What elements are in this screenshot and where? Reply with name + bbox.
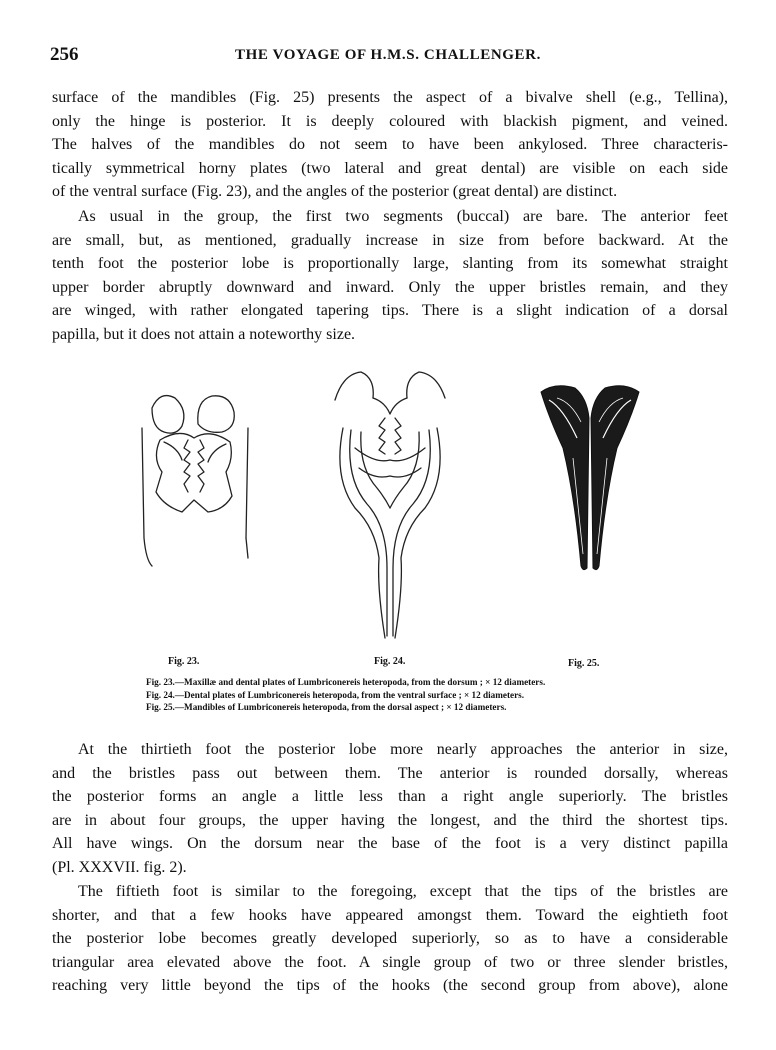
text-line: triangular area elevated above the foot. A single group of two or three slender bristles, bbox=[52, 953, 728, 971]
text-line: All have wings. On the dorsum near the base of the foot is a very distinct papilla bbox=[52, 835, 728, 853]
caption-fig-23: Fig. 23.—Maxillæ and dental plates of Lumbriconereis heteropoda, from the dorsum ; × 12 diameters. bbox=[146, 677, 546, 687]
paragraph-segments-and-feet bbox=[52, 205, 728, 347]
caption-fig-24: Fig. 24.—Dental plates of Lumbriconereis heteropoda, from the ventral surface ; × 12 diameters. bbox=[146, 689, 525, 700]
text-line: tenth foot the posterior lobe is proportionally large, slanting from its somewhat straight bbox=[52, 255, 728, 273]
text-line: upper border abruptly downward and inward. Only the upper bristles remain, and they bbox=[52, 278, 728, 296]
text-line: only the hinge is posterior. It is deeply coloured with blackish pigment, and veined. bbox=[52, 112, 728, 130]
text-line: the posterior lobe becomes greatly developed superiorly, so as to have a considerable bbox=[52, 930, 728, 948]
text-line: are small, but, as mentioned, gradually increase in size from before backward. At the bbox=[52, 231, 728, 249]
paragraph-fiftieth-foot bbox=[52, 880, 728, 998]
text-line: The halves of the mandibles do not seem to have been ankylosed. Three characteris- bbox=[52, 136, 728, 154]
text-line: and the bristles pass out between them. The anterior is rounded dorsally, whereas bbox=[52, 764, 728, 782]
figure-25-label: Fig. 25. bbox=[568, 658, 600, 669]
text-line: the posterior forms an angle a little less than a right angle superiorly. The bristles bbox=[52, 788, 728, 806]
text-line: shorter, and that a few hooks have appeared amongst them. Toward the eightieth foot bbox=[52, 906, 728, 924]
text-line: (Pl. XXXVII. fig. 2). bbox=[52, 858, 187, 876]
paragraph-thirtieth-foot bbox=[52, 738, 728, 880]
paragraph-mandibles-description bbox=[52, 86, 728, 204]
figure-23-maxillae-illustration bbox=[130, 388, 270, 578]
figure-captions bbox=[146, 676, 666, 714]
figure-23-label: Fig. 23. bbox=[168, 656, 200, 667]
caption-fig-25: Fig. 25.—Mandibles of Lumbriconereis heteropoda, from the dorsal aspect ; × 12 diameters. bbox=[146, 702, 507, 713]
text-line: As usual in the group, the first two segments (buccal) are bare. The anterior feet bbox=[78, 208, 728, 225]
figure-24-label: Fig. 24. bbox=[374, 656, 406, 667]
text-line: At the thirtieth foot the posterior lobe more nearly approaches the anterior in size, bbox=[78, 741, 728, 758]
page-number: 256 bbox=[50, 44, 79, 65]
text-line: tically symmetrical horny plates (two lateral and great dental) are visible on each side bbox=[52, 159, 728, 177]
text-line: are winged, with rather elongated tapering tips. There is a slight indication of a dorsal bbox=[52, 302, 728, 320]
figure-24-dental-plates-illustration bbox=[315, 368, 465, 648]
figure-25-mandibles-illustration bbox=[535, 378, 645, 578]
text-line: reaching very little beyond the tips of the hooks (the second group from above), alone bbox=[52, 977, 728, 995]
text-line: are in about four groups, the upper having the longest, and the third the shortest tips. bbox=[52, 811, 728, 829]
text-line: surface of the mandibles (Fig. 25) presents the aspect of a bivalve shell (e.g., Tellina), bbox=[52, 89, 728, 106]
text-line: The fiftieth foot is similar to the foregoing, except that the tips of the bristles are bbox=[78, 883, 728, 900]
text-line: papilla, but it does not attain a noteworthy size. bbox=[52, 325, 356, 343]
running-title: THE VOYAGE OF H.M.S. CHALLENGER. bbox=[235, 47, 541, 63]
figure-plate bbox=[120, 368, 680, 668]
text-line: of the ventral surface (Fig. 23), and the angles of the posterior (great dental) are distinct. bbox=[52, 183, 618, 201]
page-header bbox=[50, 44, 726, 68]
